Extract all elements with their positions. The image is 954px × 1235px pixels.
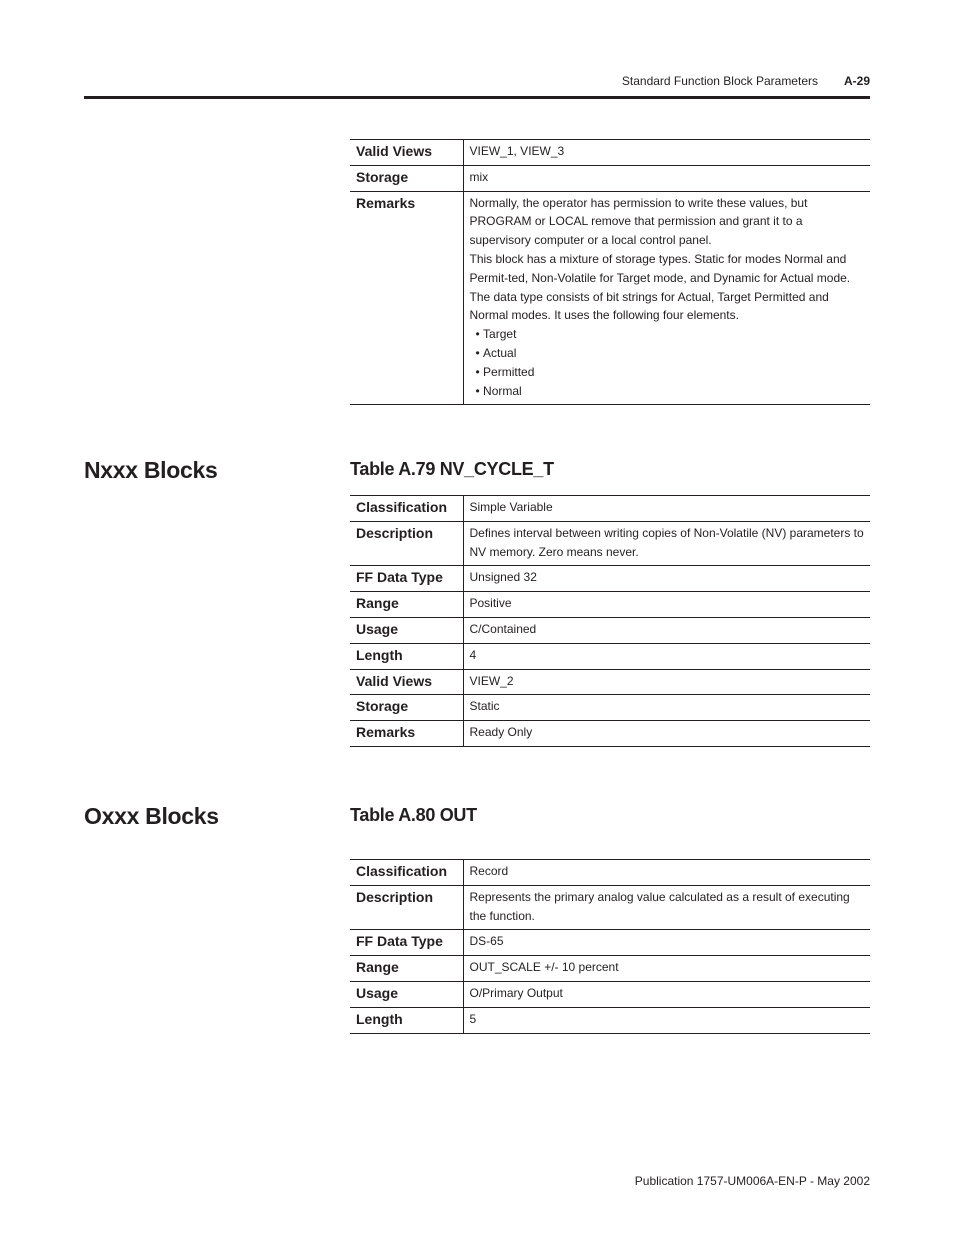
row-value: C/Contained <box>463 617 870 643</box>
table-row <box>350 165 870 191</box>
row-key: Length <box>350 1007 463 1033</box>
row-value: DS-65 <box>463 930 870 956</box>
row-value: Defines interval between writing copies of Non-Volatile (NV) parameters to NV memory. Zero means never. <box>463 521 870 566</box>
table-row <box>350 981 870 1007</box>
row-value: 4 <box>463 643 870 669</box>
remarks-paragraph: Normally, the operator has permission to write these values, but PROGRAM or LOCAL remove that permission and grant it to a supervisory computer or a local control panel. <box>469 195 808 248</box>
table-row <box>350 643 870 669</box>
table-row-remarks <box>350 191 870 405</box>
row-key: Classification <box>350 496 463 522</box>
page-number: A-29 <box>843 74 870 88</box>
row-key: FF Data Type <box>350 930 463 956</box>
row-key: Valid Views <box>350 140 463 166</box>
row-value: OUT_SCALE +/- 10 percent <box>463 956 870 982</box>
section-heading-nxxx: Nxxx Blocks <box>84 457 218 483</box>
row-value: Ready Only <box>463 721 870 747</box>
row-key: Valid Views <box>350 669 463 695</box>
table-caption-out: Table A.80 OUT <box>350 805 477 825</box>
remarks-paragraph: The data type consists of bit strings for Actual, Target Permitted and Normal modes. It uses the following four elements. <box>469 289 829 323</box>
table-row <box>350 721 870 747</box>
table-row <box>350 860 870 886</box>
table-row <box>350 566 870 592</box>
table-row <box>350 496 870 522</box>
row-value: Simple Variable <box>463 496 870 522</box>
table-row <box>350 885 870 930</box>
table-row <box>350 1007 870 1033</box>
bullet-item: • Actual <box>470 344 865 363</box>
nv-cycle-t-table <box>350 495 870 747</box>
row-key: FF Data Type <box>350 566 463 592</box>
table-row <box>350 592 870 618</box>
section-heading-oxxx: Oxxx Blocks <box>84 803 219 829</box>
row-key: Storage <box>350 695 463 721</box>
row-key: Remarks <box>350 721 463 747</box>
row-value: 5 <box>463 1007 870 1033</box>
header-rule <box>84 96 870 99</box>
row-value: mix <box>463 165 870 191</box>
bullet-item: • Permitted <box>470 363 865 382</box>
row-value: Represents the primary analog value calculated as a result of executing the function. <box>463 885 870 930</box>
remarks-paragraph: This block has a mixture of storage types. Static for modes Normal and Permit-ted, Non-Volatile for Target mode, and Dynamic for Actual mode. <box>469 251 851 285</box>
running-header-title: Standard Function Block Parameters <box>621 74 818 88</box>
row-key: Description <box>350 885 463 930</box>
table-row <box>350 140 870 166</box>
row-value: VIEW_1, VIEW_3 <box>463 140 870 166</box>
row-value: VIEW_2 <box>463 669 870 695</box>
table-caption-nv-cycle-t: Table A.79 NV_CYCLE_T <box>350 459 554 479</box>
table-row <box>350 521 870 566</box>
row-key: Range <box>350 956 463 982</box>
row-key: Description <box>350 521 463 566</box>
row-value: O/Primary Output <box>463 981 870 1007</box>
row-key: Classification <box>350 860 463 886</box>
table-row <box>350 930 870 956</box>
bullet-item: • Normal <box>470 382 865 401</box>
row-value: Record <box>463 860 870 886</box>
row-key: Usage <box>350 617 463 643</box>
remarks-value <box>463 191 870 405</box>
publication-footer: Publication 1757-UM006A-EN-P - May 2002 <box>634 1174 870 1188</box>
row-key: Range <box>350 592 463 618</box>
row-key: Length <box>350 643 463 669</box>
table-row <box>350 956 870 982</box>
out-table <box>350 859 870 1034</box>
row-value: Unsigned 32 <box>463 566 870 592</box>
row-key: Remarks <box>350 191 463 405</box>
table-row <box>350 695 870 721</box>
table-row <box>350 617 870 643</box>
row-key: Usage <box>350 981 463 1007</box>
table-row <box>350 669 870 695</box>
row-value: Positive <box>463 592 870 618</box>
continued-parameter-table <box>350 139 870 405</box>
row-value: Static <box>463 695 870 721</box>
row-key: Storage <box>350 165 463 191</box>
bullet-item: • Target <box>470 325 865 344</box>
